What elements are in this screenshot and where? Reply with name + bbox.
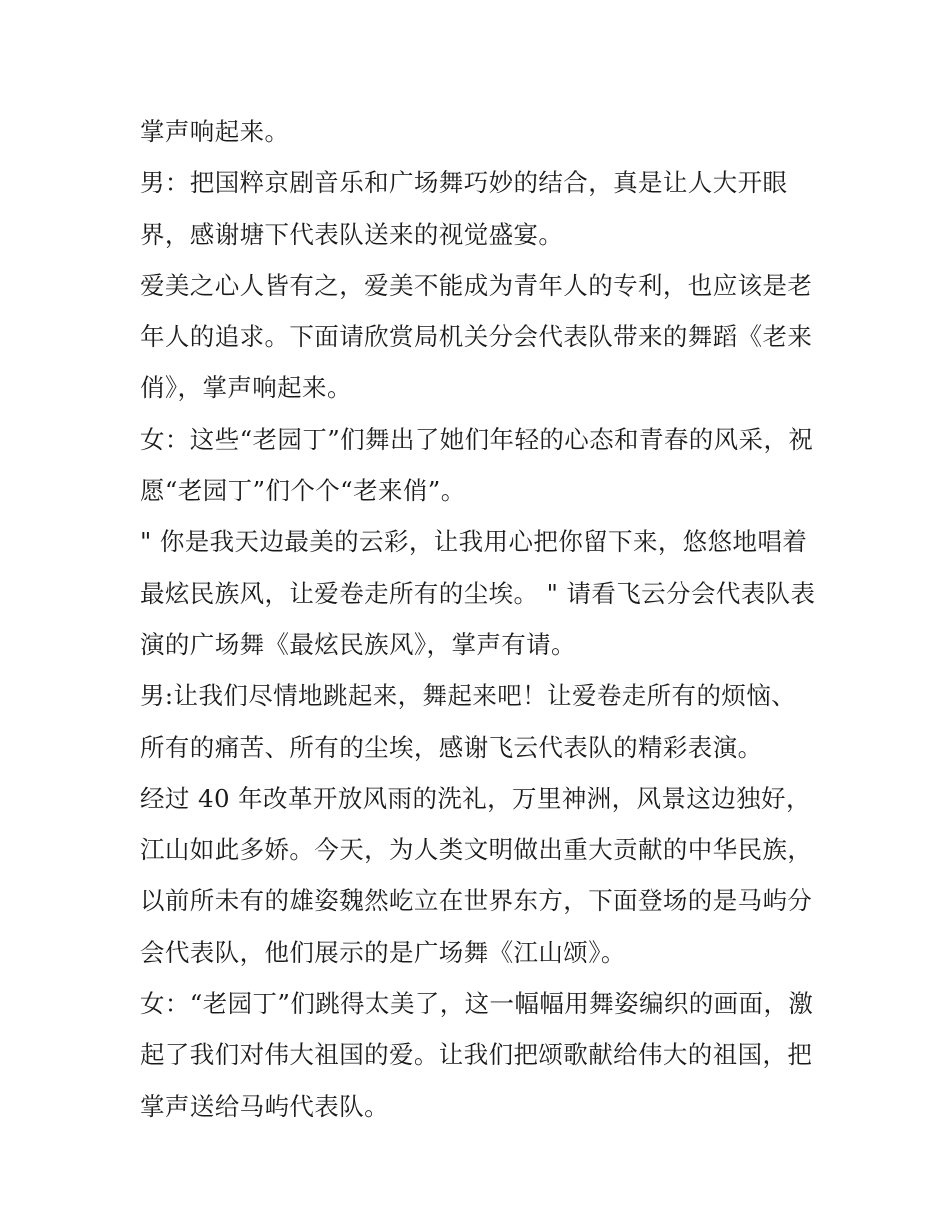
text-line: 最炫民族风，让爱卷走所有的尘埃。 " 请看飞云分会代表队表 xyxy=(140,578,816,608)
text-line: 俏》，掌声响起来。 xyxy=(140,373,352,403)
text-line: 男:让我们尽情地跳起来，舞起来吧！让爱卷走所有的烦恼、 xyxy=(140,681,797,711)
text-line: 愿“老园丁”们个个“老来俏”。 xyxy=(140,476,466,506)
text-line: 演的广场舞《最炫民族风》，掌声有请。 xyxy=(140,629,576,659)
text-line: 男：把国粹京剧音乐和广场舞巧妙的结合，真是让人大开眼 xyxy=(140,168,788,198)
text-line: 起了我们对伟大祖国的爱。让我们把颂歌献给伟大的祖国，把 xyxy=(140,1040,813,1070)
text-line: 所有的痛苦、所有的尘埃，感谢飞云代表队的精彩表演。 xyxy=(140,732,763,762)
document-body xyxy=(140,106,820,1132)
text-line: " 你是我天边最美的云彩，让我用心把你留下来，悠悠地唱着 xyxy=(140,527,808,557)
text-line: 掌声响起来。 xyxy=(140,117,290,146)
text-line: 爱美之心人皆有之，爱美不能成为青年人的专利，也应该是老 xyxy=(140,270,813,300)
text-line: 江山如此多娇。今天，为人类文明做出重大贡献的中华民族， xyxy=(140,835,813,865)
text-line: 年人的追求。下面请欣赏局机关分会代表队带来的舞蹈《老来 xyxy=(140,322,813,352)
text-line: 掌声送给马屿代表队。 xyxy=(140,1091,389,1121)
text-line: 经过 40 年改革开放风雨的洗礼，万里神洲，风景这边独好， xyxy=(140,783,811,813)
text-line: 女：“老园丁”们跳得太美了，这一幅幅用舞姿编织的画面，激 xyxy=(140,989,814,1019)
text-line: 界，感谢塘下代表队送来的视觉盛宴。 xyxy=(140,219,564,249)
text-line: 女：这些“老园丁”们舞出了她们年轻的心态和青春的风采，祝 xyxy=(140,424,814,454)
text-line: 会代表队，他们展示的是广场舞《江山颂》。 xyxy=(140,937,626,967)
text-line: 以前所未有的雄姿魏然屹立在世界东方，下面登场的是马屿分 xyxy=(140,886,813,916)
